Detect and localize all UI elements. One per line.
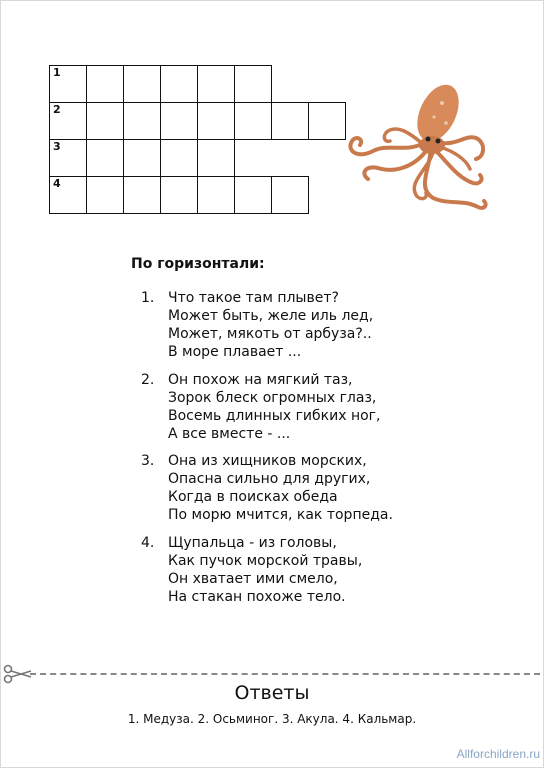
- crossword-cell[interactable]: [271, 102, 309, 140]
- clues-heading: По горизонтали:: [131, 256, 265, 272]
- site-link[interactable]: Allforchildren.ru: [456, 747, 540, 761]
- clue-line: Как пучок морской травы,: [168, 553, 363, 569]
- clue-line: Когда в поисках обеда: [168, 489, 338, 505]
- crossword-cell[interactable]: [49, 65, 87, 103]
- crossword-cell[interactable]: [123, 176, 161, 214]
- crossword-cell[interactable]: [271, 176, 309, 214]
- crossword-cell[interactable]: [160, 176, 198, 214]
- octopus-illustration: [338, 73, 490, 218]
- clue-line: Зорок блеск огромных глаз,: [168, 390, 377, 406]
- crossword-cell[interactable]: [86, 176, 124, 214]
- clue-line: Она из хищников морских,: [168, 453, 367, 469]
- crossword-cell[interactable]: [234, 102, 272, 140]
- crossword-cell[interactable]: [160, 102, 198, 140]
- crossword-row-4: [49, 176, 308, 214]
- clue-line: А все вместе - ...: [168, 426, 291, 442]
- clue-line: Щупальца - из головы,: [168, 535, 337, 551]
- clue-line: Восемь длинных гибких ног,: [168, 408, 381, 424]
- crossword-cell[interactable]: [234, 65, 272, 103]
- crossword-cell[interactable]: [86, 139, 124, 177]
- crossword-row-3: [49, 139, 234, 177]
- crossword-cell[interactable]: [49, 176, 87, 214]
- crossword-row-number: 1: [53, 66, 61, 79]
- clue-line: Он похож на мягкий таз,: [168, 372, 353, 388]
- crossword-cell[interactable]: [86, 65, 124, 103]
- clue-number: 3.: [141, 453, 155, 469]
- crossword-cell[interactable]: [197, 102, 235, 140]
- crossword-cell[interactable]: [234, 176, 272, 214]
- crossword-cell[interactable]: [197, 176, 235, 214]
- clue-line: Что такое там плывет?: [168, 290, 339, 306]
- clue-number: 4.: [141, 535, 155, 551]
- clue-number: 1.: [141, 290, 155, 306]
- clue-2: [141, 371, 380, 443]
- answers-text: 1. Медуза. 2. Осьминог. 3. Акула. 4. Кальмар.: [127, 712, 417, 726]
- crossword-cell[interactable]: [123, 102, 161, 140]
- clue-line: Он хватает ими смело,: [168, 571, 338, 587]
- clue-number: 2.: [141, 372, 155, 388]
- crossword-cell[interactable]: [123, 65, 161, 103]
- crossword-cell[interactable]: [160, 139, 198, 177]
- crossword-cell[interactable]: [197, 139, 235, 177]
- scissors-icon: [3, 664, 33, 684]
- crossword-cell[interactable]: [49, 139, 87, 177]
- crossword-cell[interactable]: [160, 65, 198, 103]
- crossword-row-number: 4: [53, 177, 61, 190]
- clue-3: [141, 452, 393, 524]
- clue-line: Может, мякоть от арбуза?..: [168, 326, 372, 342]
- crossword-cell[interactable]: [49, 102, 87, 140]
- crossword-cell[interactable]: [86, 102, 124, 140]
- clue-line: Может быть, желе иль лед,: [168, 308, 374, 324]
- crossword-row-2: [49, 102, 345, 140]
- answers-title: Ответы: [234, 682, 310, 704]
- clue-line: На стакан похоже тело.: [168, 589, 346, 605]
- crossword-cell[interactable]: [123, 139, 161, 177]
- crossword-row-number: 2: [53, 103, 61, 116]
- crossword-row-1: [49, 65, 271, 103]
- clue-line: Опасна сильно для других,: [168, 471, 371, 487]
- clue-line: По морю мчится, как торпеда.: [168, 507, 393, 523]
- cut-line: [30, 673, 540, 675]
- clue-line: В море плавает ...: [168, 344, 302, 360]
- clue-4: [141, 534, 362, 606]
- crossword-row-number: 3: [53, 140, 61, 153]
- clue-1: [141, 289, 373, 361]
- crossword-cell[interactable]: [197, 65, 235, 103]
